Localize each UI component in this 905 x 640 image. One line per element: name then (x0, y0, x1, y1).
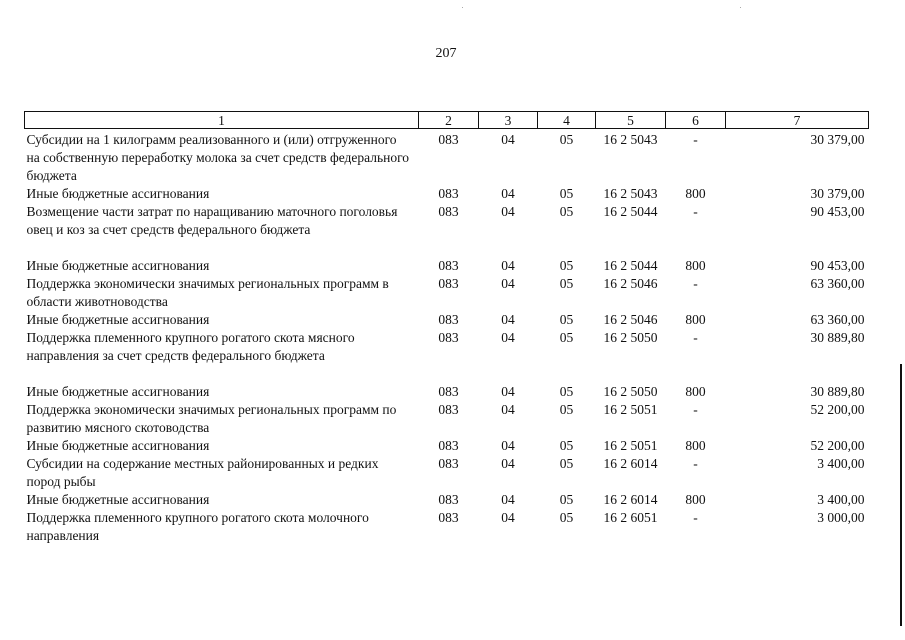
column-header-4: 4 (538, 112, 596, 129)
column-header-7: 7 (726, 112, 869, 129)
row-target-code: 16 2 5044 (603, 204, 658, 219)
row-sum: 3 000,00 (817, 510, 865, 525)
table-row (25, 129, 869, 186)
row-target-code: 16 2 6051 (603, 510, 658, 525)
table-row (25, 185, 869, 203)
row-target-code: 16 2 5044 (603, 258, 658, 273)
row-name: Субсидии на содержание местных районированных и редких пород рыбы (26, 456, 379, 489)
row-name: Иные бюджетные ассигнования (26, 384, 210, 399)
row-ministry-code: 083 (438, 204, 459, 219)
row-sum: 30 889,80 (810, 330, 865, 345)
row-ministry-code: 083 (438, 438, 459, 453)
row-subsection-code: 05 (559, 312, 574, 327)
row-target-code: 16 2 5050 (603, 330, 658, 345)
row-sum: 63 360,00 (810, 312, 865, 327)
row-sum: 30 379,00 (810, 132, 865, 147)
row-section-code: 04 (501, 132, 515, 147)
row-ministry-code: 083 (438, 186, 459, 201)
row-ministry-code: 083 (438, 258, 459, 273)
row-ministry-code: 083 (438, 402, 459, 417)
row-ministry-code: 083 (438, 276, 459, 291)
row-section-code: 04 (501, 384, 515, 399)
row-ministry-code: 083 (438, 330, 459, 345)
row-expense-type: - (693, 132, 698, 147)
row-section-code: 04 (501, 456, 515, 471)
table-row (25, 491, 869, 509)
table-row (25, 401, 869, 437)
row-ministry-code: 083 (438, 492, 459, 507)
row-name: Иные бюджетные ассигнования (26, 492, 210, 507)
row-section-code: 04 (501, 204, 515, 219)
row-subsection-code: 05 (559, 204, 574, 219)
row-subsection-code: 05 (559, 438, 574, 453)
row-name: Иные бюджетные ассигнования (26, 312, 210, 327)
row-target-code: 16 2 6014 (603, 492, 658, 507)
row-ministry-code: 083 (438, 510, 459, 525)
row-section-code: 04 (501, 186, 515, 201)
table-row (25, 383, 869, 401)
row-section-code: 04 (501, 330, 515, 345)
row-sum: 3 400,00 (817, 492, 865, 507)
column-header-1: 1 (25, 112, 419, 129)
row-expense-type: 800 (685, 384, 706, 399)
row-subsection-code: 05 (559, 330, 574, 345)
row-subsection-code: 05 (559, 258, 574, 273)
page-number: 207 (435, 46, 457, 61)
row-sum: 52 200,00 (810, 402, 865, 417)
row-target-code: 16 2 5046 (603, 312, 658, 327)
table-row (25, 509, 869, 545)
row-sum: 3 400,00 (817, 456, 865, 471)
row-section-code: 04 (501, 492, 515, 507)
row-name: Поддержка племенного крупного рогатого скота мясного направления за счет средств федерального бюджета (26, 330, 355, 363)
row-section-code: 04 (501, 438, 515, 453)
row-target-code: 16 2 5043 (603, 186, 658, 201)
row-target-code: 16 2 5050 (603, 384, 658, 399)
row-ministry-code: 083 (438, 132, 459, 147)
row-expense-type: - (693, 456, 698, 471)
table-row (25, 455, 869, 491)
row-name: Возмещение части затрат по наращиванию маточного поголовья овец и коз за счет средств федерального бюджета (26, 204, 398, 237)
header-row (25, 112, 869, 129)
row-expense-type: - (693, 402, 698, 417)
row-expense-type: - (693, 276, 698, 291)
row-section-code: 04 (501, 312, 515, 327)
row-sum: 30 379,00 (810, 186, 865, 201)
table-row (25, 275, 869, 311)
row-expense-type: 800 (685, 312, 706, 327)
row-sum: 52 200,00 (810, 438, 865, 453)
row-target-code: 16 2 6014 (603, 456, 658, 471)
row-name: Поддержка экономически значимых региональных программ по развитию мясного скотоводства (26, 402, 397, 435)
table-row (25, 329, 869, 383)
scan-speck (740, 7, 741, 8)
table-body (25, 129, 869, 546)
row-subsection-code: 05 (559, 384, 574, 399)
row-subsection-code: 05 (559, 492, 574, 507)
row-name: Иные бюджетные ассигнования (26, 438, 210, 453)
row-target-code: 16 2 5051 (603, 402, 658, 417)
table-row (25, 203, 869, 257)
row-name: Поддержка экономически значимых региональных программ в области животноводства (26, 276, 389, 309)
row-expense-type: 800 (685, 186, 706, 201)
row-expense-type: 800 (685, 492, 706, 507)
budget-table (24, 111, 869, 545)
row-target-code: 16 2 5046 (603, 276, 658, 291)
row-section-code: 04 (501, 402, 515, 417)
row-sum: 30 889,80 (810, 384, 865, 399)
scan-speck (462, 7, 463, 8)
row-name: Субсидии на 1 килограмм реализованного и (или) отгруженного на собственную переработку молока за счет средств федерального бюджета (26, 132, 410, 183)
row-expense-type: - (693, 510, 698, 525)
row-expense-type: 800 (685, 438, 706, 453)
row-target-code: 16 2 5051 (603, 438, 658, 453)
row-sum: 63 360,00 (810, 276, 865, 291)
row-sum: 90 453,00 (810, 204, 865, 219)
table-row (25, 311, 869, 329)
row-expense-type: 800 (685, 258, 706, 273)
table-header (25, 112, 869, 129)
row-subsection-code: 05 (559, 402, 574, 417)
row-subsection-code: 05 (559, 132, 574, 147)
row-name: Иные бюджетные ассигнования (26, 258, 210, 273)
row-section-code: 04 (501, 258, 515, 273)
row-section-code: 04 (501, 276, 515, 291)
column-header-6: 6 (666, 112, 726, 129)
row-expense-type: - (693, 330, 698, 345)
row-subsection-code: 05 (559, 456, 574, 471)
row-name: Иные бюджетные ассигнования (26, 186, 210, 201)
row-expense-type: - (693, 204, 698, 219)
column-header-2: 2 (419, 112, 479, 129)
row-subsection-code: 05 (559, 186, 574, 201)
row-subsection-code: 05 (559, 510, 574, 525)
column-header-3: 3 (479, 112, 538, 129)
row-name: Поддержка племенного крупного рогатого скота молочного направления (26, 510, 369, 543)
scan-edge-line (900, 364, 902, 626)
row-sum: 90 453,00 (810, 258, 865, 273)
column-header-5: 5 (596, 112, 666, 129)
row-section-code: 04 (501, 510, 515, 525)
table-row (25, 437, 869, 455)
row-ministry-code: 083 (438, 312, 459, 327)
row-target-code: 16 2 5043 (603, 132, 658, 147)
row-ministry-code: 083 (438, 456, 459, 471)
table-row (25, 257, 869, 275)
row-ministry-code: 083 (438, 384, 459, 399)
row-subsection-code: 05 (559, 276, 574, 291)
